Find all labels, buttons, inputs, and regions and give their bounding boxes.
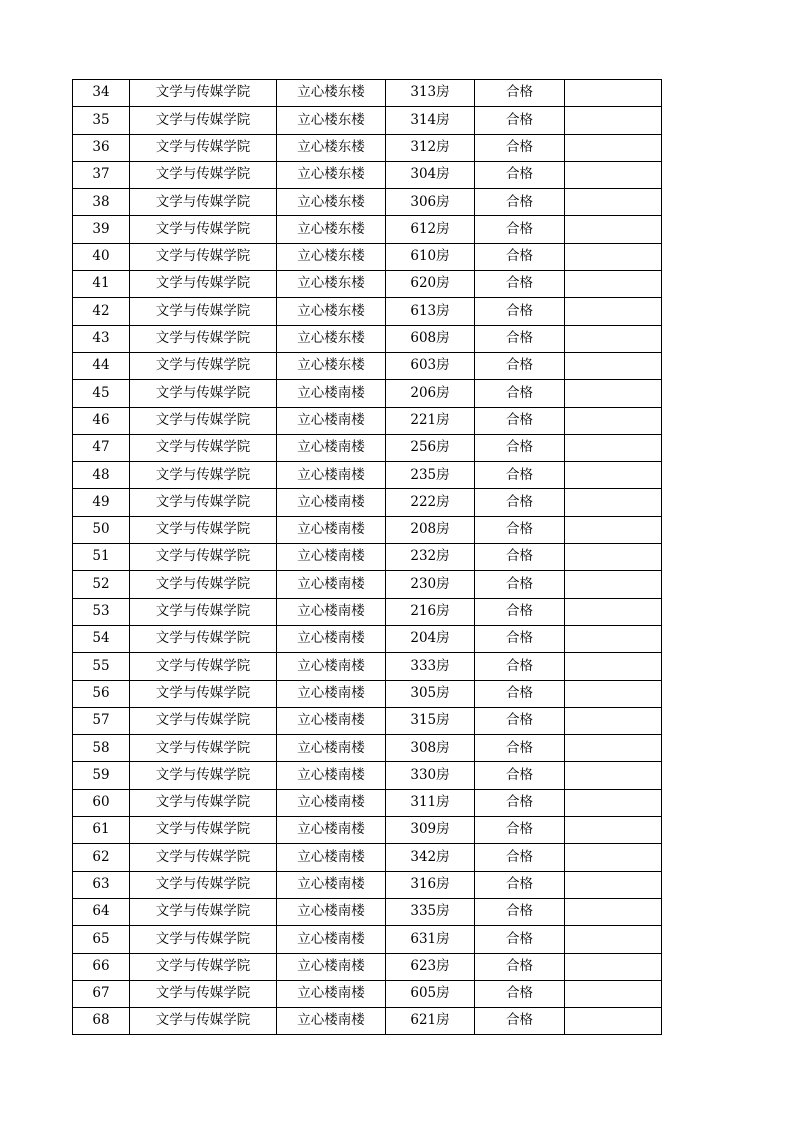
room-cell: 316房 [386,871,475,898]
table-row [73,462,662,489]
table-row [73,544,662,571]
result-cell: 合格 [475,707,565,734]
row-number-cell: 50 [73,516,130,543]
building-cell: 立心楼南楼 [277,571,386,598]
row-number-cell: 51 [73,544,130,571]
row-number-cell: 40 [73,243,130,270]
room-cell: 308房 [386,735,475,762]
building-cell: 立心楼东楼 [277,271,386,298]
building-cell: 立心楼东楼 [277,189,386,216]
table-row [73,489,662,516]
table-row [73,216,662,243]
table-row [73,735,662,762]
college-cell: 文学与传媒学院 [130,161,277,188]
building-cell: 立心楼南楼 [277,625,386,652]
college-cell: 文学与传媒学院 [130,789,277,816]
remark-cell [565,161,662,188]
room-cell: 304房 [386,161,475,188]
building-cell: 立心楼东楼 [277,161,386,188]
room-cell: 204房 [386,625,475,652]
college-cell: 文学与传媒学院 [130,462,277,489]
building-cell: 立心楼南楼 [277,817,386,844]
remark-cell [565,107,662,134]
room-cell: 216房 [386,598,475,625]
building-cell: 立心楼南楼 [277,871,386,898]
room-cell: 605房 [386,980,475,1007]
college-cell: 文学与传媒学院 [130,817,277,844]
college-cell: 文学与传媒学院 [130,434,277,461]
college-cell: 文学与传媒学院 [130,216,277,243]
college-cell: 文学与传媒学院 [130,707,277,734]
room-cell: 221房 [386,407,475,434]
remark-cell [565,926,662,953]
building-cell: 立心楼南楼 [277,1008,386,1035]
remark-cell [565,407,662,434]
row-number-cell: 52 [73,571,130,598]
remark-cell [565,707,662,734]
remark-cell [565,571,662,598]
room-cell: 315房 [386,707,475,734]
remark-cell [565,271,662,298]
room-cell: 610房 [386,243,475,270]
row-number-cell: 63 [73,871,130,898]
building-cell: 立心楼东楼 [277,243,386,270]
building-cell: 立心楼东楼 [277,80,386,107]
remark-cell [565,817,662,844]
building-cell: 立心楼南楼 [277,544,386,571]
building-cell: 立心楼南楼 [277,735,386,762]
building-cell: 立心楼南楼 [277,380,386,407]
row-number-cell: 38 [73,189,130,216]
room-cell: 330房 [386,762,475,789]
result-cell: 合格 [475,325,565,352]
remark-cell [565,489,662,516]
row-number-cell: 67 [73,980,130,1007]
remark-cell [565,544,662,571]
row-number-cell: 37 [73,161,130,188]
result-cell: 合格 [475,544,565,571]
building-cell: 立心楼南楼 [277,516,386,543]
table-row [73,380,662,407]
row-number-cell: 59 [73,762,130,789]
remark-cell [565,189,662,216]
room-cell: 311房 [386,789,475,816]
room-cell: 314房 [386,107,475,134]
remark-cell [565,680,662,707]
college-cell: 文学与传媒学院 [130,1008,277,1035]
result-cell: 合格 [475,134,565,161]
room-cell: 232房 [386,544,475,571]
building-cell: 立心楼南楼 [277,980,386,1007]
result-cell: 合格 [475,926,565,953]
row-number-cell: 57 [73,707,130,734]
college-cell: 文学与传媒学院 [130,407,277,434]
room-cell: 333房 [386,653,475,680]
table-row [73,107,662,134]
result-cell: 合格 [475,489,565,516]
row-number-cell: 55 [73,653,130,680]
building-cell: 立心楼南楼 [277,844,386,871]
college-cell: 文学与传媒学院 [130,544,277,571]
table-row [73,762,662,789]
room-cell: 608房 [386,325,475,352]
row-number-cell: 56 [73,680,130,707]
row-number-cell: 68 [73,1008,130,1035]
building-cell: 立心楼南楼 [277,434,386,461]
room-cell: 312房 [386,134,475,161]
college-cell: 文学与传媒学院 [130,243,277,270]
table-row [73,80,662,107]
result-cell: 合格 [475,352,565,379]
college-cell: 文学与传媒学院 [130,653,277,680]
table-row [73,298,662,325]
row-number-cell: 35 [73,107,130,134]
remark-cell [565,598,662,625]
row-number-cell: 48 [73,462,130,489]
result-cell: 合格 [475,161,565,188]
college-cell: 文学与传媒学院 [130,80,277,107]
remark-cell [565,653,662,680]
building-cell: 立心楼南楼 [277,462,386,489]
row-number-cell: 45 [73,380,130,407]
table-row [73,271,662,298]
room-cell: 206房 [386,380,475,407]
college-cell: 文学与传媒学院 [130,571,277,598]
row-number-cell: 66 [73,953,130,980]
table-row [73,243,662,270]
building-cell: 立心楼南楼 [277,953,386,980]
college-cell: 文学与传媒学院 [130,980,277,1007]
college-cell: 文学与传媒学院 [130,516,277,543]
row-number-cell: 49 [73,489,130,516]
building-cell: 立心楼南楼 [277,762,386,789]
room-cell: 621房 [386,1008,475,1035]
result-cell: 合格 [475,571,565,598]
building-cell: 立心楼南楼 [277,707,386,734]
table-row [73,980,662,1007]
remark-cell [565,980,662,1007]
table-row [73,707,662,734]
table-row [73,844,662,871]
table-row [73,789,662,816]
row-number-cell: 44 [73,352,130,379]
remark-cell [565,325,662,352]
result-cell: 合格 [475,762,565,789]
building-cell: 立心楼南楼 [277,407,386,434]
result-cell: 合格 [475,625,565,652]
room-cell: 222房 [386,489,475,516]
table-row [73,161,662,188]
building-cell: 立心楼南楼 [277,598,386,625]
college-cell: 文学与传媒学院 [130,134,277,161]
row-number-cell: 42 [73,298,130,325]
result-cell: 合格 [475,1008,565,1035]
table-row [73,680,662,707]
building-cell: 立心楼南楼 [277,789,386,816]
table-row [73,898,662,925]
remark-cell [565,844,662,871]
college-cell: 文学与传媒学院 [130,953,277,980]
row-number-cell: 60 [73,789,130,816]
row-number-cell: 65 [73,926,130,953]
remark-cell [565,434,662,461]
remark-cell [565,243,662,270]
row-number-cell: 62 [73,844,130,871]
result-cell: 合格 [475,407,565,434]
result-cell: 合格 [475,462,565,489]
college-cell: 文学与传媒学院 [130,625,277,652]
result-cell: 合格 [475,189,565,216]
table-row [73,625,662,652]
room-cell: 631房 [386,926,475,953]
row-number-cell: 64 [73,898,130,925]
table-row [73,817,662,844]
result-cell: 合格 [475,980,565,1007]
room-cell: 313房 [386,80,475,107]
result-cell: 合格 [475,680,565,707]
college-cell: 文学与传媒学院 [130,871,277,898]
table-row [73,871,662,898]
building-cell: 立心楼南楼 [277,489,386,516]
remark-cell [565,80,662,107]
college-cell: 文学与传媒学院 [130,107,277,134]
remark-cell [565,789,662,816]
table-row [73,407,662,434]
row-number-cell: 54 [73,625,130,652]
result-cell: 合格 [475,434,565,461]
building-cell: 立心楼东楼 [277,216,386,243]
result-cell: 合格 [475,653,565,680]
college-cell: 文学与传媒学院 [130,325,277,352]
row-number-cell: 58 [73,735,130,762]
result-cell: 合格 [475,789,565,816]
remark-cell [565,352,662,379]
remark-cell [565,871,662,898]
result-cell: 合格 [475,380,565,407]
result-cell: 合格 [475,871,565,898]
remark-cell [565,735,662,762]
room-cell: 256房 [386,434,475,461]
table-row [73,189,662,216]
building-cell: 立心楼南楼 [277,898,386,925]
college-cell: 文学与传媒学院 [130,735,277,762]
inspection-table [72,79,662,1035]
result-cell: 合格 [475,598,565,625]
college-cell: 文学与传媒学院 [130,271,277,298]
building-cell: 立心楼南楼 [277,926,386,953]
table-row [73,516,662,543]
remark-cell [565,898,662,925]
result-cell: 合格 [475,516,565,543]
building-cell: 立心楼东楼 [277,352,386,379]
college-cell: 文学与传媒学院 [130,926,277,953]
result-cell: 合格 [475,271,565,298]
college-cell: 文学与传媒学院 [130,898,277,925]
college-cell: 文学与传媒学院 [130,352,277,379]
result-cell: 合格 [475,844,565,871]
table-row [73,134,662,161]
college-cell: 文学与传媒学院 [130,298,277,325]
result-cell: 合格 [475,80,565,107]
room-cell: 305房 [386,680,475,707]
result-cell: 合格 [475,817,565,844]
row-number-cell: 43 [73,325,130,352]
college-cell: 文学与传媒学院 [130,380,277,407]
college-cell: 文学与传媒学院 [130,189,277,216]
college-cell: 文学与传媒学院 [130,844,277,871]
table-row [73,653,662,680]
result-cell: 合格 [475,216,565,243]
table-row [73,598,662,625]
room-cell: 620房 [386,271,475,298]
row-number-cell: 47 [73,434,130,461]
result-cell: 合格 [475,898,565,925]
college-cell: 文学与传媒学院 [130,598,277,625]
row-number-cell: 36 [73,134,130,161]
building-cell: 立心楼东楼 [277,134,386,161]
building-cell: 立心楼东楼 [277,298,386,325]
room-cell: 230房 [386,571,475,598]
row-number-cell: 39 [73,216,130,243]
result-cell: 合格 [475,298,565,325]
table-body [73,80,662,1035]
row-number-cell: 34 [73,80,130,107]
remark-cell [565,216,662,243]
building-cell: 立心楼南楼 [277,653,386,680]
room-cell: 335房 [386,898,475,925]
room-cell: 306房 [386,189,475,216]
college-cell: 文学与传媒学院 [130,489,277,516]
result-cell: 合格 [475,107,565,134]
row-number-cell: 46 [73,407,130,434]
row-number-cell: 41 [73,271,130,298]
table-row [73,571,662,598]
building-cell: 立心楼南楼 [277,680,386,707]
remark-cell [565,625,662,652]
row-number-cell: 61 [73,817,130,844]
table-row [73,953,662,980]
remark-cell [565,953,662,980]
college-cell: 文学与传媒学院 [130,680,277,707]
room-cell: 623房 [386,953,475,980]
table-row [73,352,662,379]
result-cell: 合格 [475,735,565,762]
room-cell: 603房 [386,352,475,379]
room-cell: 309房 [386,817,475,844]
remark-cell [565,380,662,407]
building-cell: 立心楼东楼 [277,107,386,134]
room-cell: 235房 [386,462,475,489]
room-cell: 342房 [386,844,475,871]
room-cell: 612房 [386,216,475,243]
remark-cell [565,298,662,325]
row-number-cell: 53 [73,598,130,625]
remark-cell [565,462,662,489]
table-row [73,325,662,352]
table-row [73,926,662,953]
remark-cell [565,762,662,789]
remark-cell [565,1008,662,1035]
room-cell: 208房 [386,516,475,543]
remark-cell [565,134,662,161]
remark-cell [565,516,662,543]
result-cell: 合格 [475,953,565,980]
result-cell: 合格 [475,243,565,270]
building-cell: 立心楼东楼 [277,325,386,352]
college-cell: 文学与传媒学院 [130,762,277,789]
room-cell: 613房 [386,298,475,325]
table-row [73,1008,662,1035]
table-row [73,434,662,461]
